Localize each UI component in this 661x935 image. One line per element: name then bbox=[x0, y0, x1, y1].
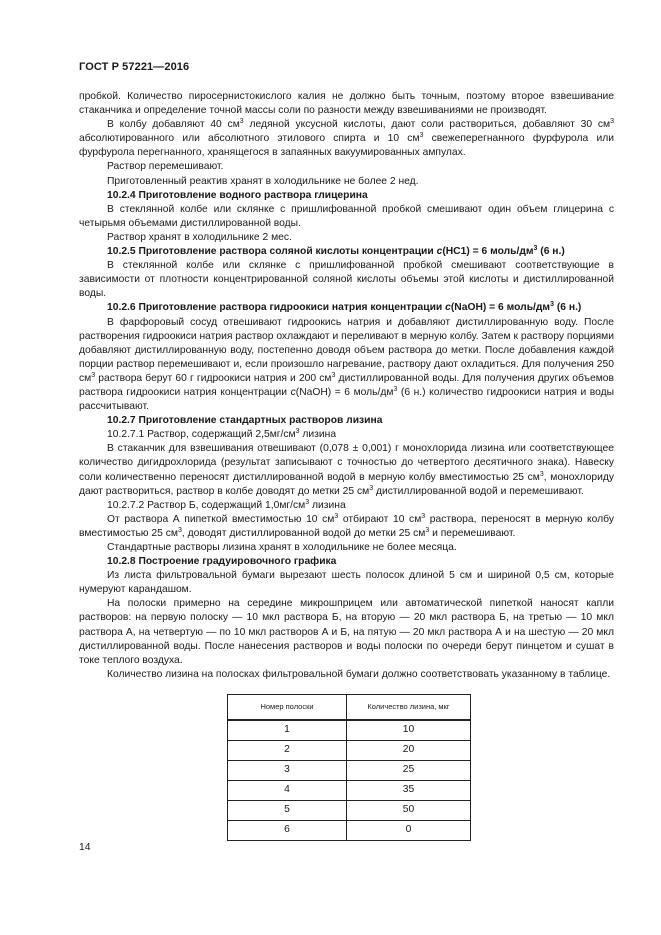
section-heading: 10.2.7 Приготовление стандартных растворов лизина bbox=[107, 415, 383, 427]
paragraph: На полоски примерно на середине микрошприцем или автоматической пипеткой наносят капли растворов: на первую полоску — 10 мкл раствора Б, на вторую — 20 мкл раствора Б, на третью — 10 мкл раствора А, на четвертую — по 10 мкл растворов А и Б, на пятую — 20 мкл раствора А и на шестую — 20 мкл дистиллированной воды. После нанесения растворов и воды полоски по очереди берут пинцетом и сушат в токе теплого воздуха. bbox=[79, 598, 614, 666]
document-body bbox=[79, 90, 614, 841]
table-cell: 0 bbox=[347, 820, 471, 840]
table-row bbox=[228, 760, 471, 780]
lysine-table bbox=[227, 694, 471, 841]
table-cell: 6 bbox=[228, 820, 347, 840]
table-cell: 50 bbox=[347, 800, 471, 820]
paragraph: Приготовленный реактив хранят в холодильнике не более 2 нед. bbox=[107, 175, 419, 187]
paragraph: В стаканчик для взвешивания отвешивают (0,078 ± 0,001) г монохлорида лизина или соответствующее количество дигидрохлорида (результат записывают с точностью до четвертого десятичного знака). Навеску соли количественно переносят дистиллированной водой в мерную колбу вместимостью 25 $см^3$, монохлориду дают раствориться, раствор в колбе доводят до метки 25 $см^3$ дистиллированной водой и перемешивают. bbox=[79, 443, 614, 497]
table-cell: 3 bbox=[228, 760, 347, 780]
paragraph: Количество лизина на полосках фильтровальной бумаги должно соответствовать указанному в таблице. bbox=[107, 668, 611, 680]
paragraph: В стеклянной колбе или склянке с пришлифованной пробкой смешивают один объем глицерина с четырьмя объемами дистиллированной воды. bbox=[79, 203, 614, 229]
table-row bbox=[228, 740, 471, 760]
document-header: ГОСТ Р 57221—2016 bbox=[79, 61, 190, 73]
table-header-cell: Номер полоски bbox=[228, 694, 347, 720]
paragraph: Раствор перемешивают. bbox=[107, 161, 224, 173]
subsection-heading: 10.2.7.2 Раствор Б, содержащий $1,0мг/см^3$ лизина bbox=[107, 498, 346, 511]
table-cell: 35 bbox=[347, 780, 471, 800]
paragraph: Стандартные растворы лизина хранят в холодильнике не более месяца. bbox=[107, 542, 457, 553]
table-row bbox=[228, 800, 471, 820]
table-header-row bbox=[228, 694, 471, 720]
table-row bbox=[228, 720, 471, 741]
table-cell: 10 bbox=[347, 720, 471, 741]
table-cell: 5 bbox=[228, 800, 347, 820]
paragraph: пробкой. Количество пиросернистокислого калия не должно быть точным, поэтому второе взвешивание стаканчика и определение точной массы соли по разности между взвешиваниями не производят. bbox=[79, 91, 614, 117]
section-heading: 10.2.6 Приготовление раствора гидроокиси натрия концентрации c(NaOH) = 6 моль/$дм^3$ (6 н.) bbox=[107, 301, 582, 314]
paragraph: Раствор хранят в холодильнике 2 мес. bbox=[107, 231, 292, 243]
paragraph: Из листа фильтровальной бумаги вырезают шесть полосок длиной 5 см и шириной 0,5 см, которые нумеруют карандашом. bbox=[79, 570, 614, 596]
paragraph: В стеклянной колбе или склянке с пришлифованной пробкой смешивают соответствующие в зависимости от плотности концентрированной соляной кислоты объемы этой кислоты и дистиллированной воды. bbox=[79, 260, 614, 300]
table-cell: 25 bbox=[347, 760, 471, 780]
paragraph: В фарфоровый сосуд отвешивают гидроокись натрия и добавляют дистиллированную воду. После растворения гидроокиси натрия раствор охлаждают и переливают в мерную колбу. Затем к раствору порциями добавляют дистиллированную воду, постепенно доводя объем раствора до метки. После добавления каждой порции раствор перемешивают и, если произошло нагревание, раствору дают охладиться. Для получения 250 $см^3$ раствора берут 60 г гидроокиси натрия и 200 $см^3$ дистиллированной воды. Для получения других объемов раствора гидроокиси натрия концентрации c(NaOH) = 6 моль/$дм^3$ (6 н.) количество гидроокиси натрия и воды рассчитывают. bbox=[79, 316, 615, 413]
table-cell: 1 bbox=[228, 720, 347, 741]
section-heading: 10.2.8 Построение градуировочного графика bbox=[107, 556, 337, 568]
paragraph: В колбу добавляют 40 $см^3$ ледяной уксусной кислоты, дают соли раствориться, добавляют 30 $см^3$ абсолютированного или абсолютного этилового спирта и 10 $см^3$ свежеперегнанного фурфурола или фурфурола перегнанного, хранящегося в запаянных вакуумированных ампулах. bbox=[79, 118, 615, 159]
table-cell: 4 bbox=[228, 780, 347, 800]
section-heading: 10.2.4 Приготовление водного раствора глицерина bbox=[107, 189, 368, 201]
section-heading: 10.2.5 Приготовление раствора соляной кислоты концентрации c(HC1) = 6 моль/$дм^3$ (6 н.) bbox=[107, 245, 565, 258]
table-cell: 20 bbox=[347, 740, 471, 760]
paragraph: От раствора А пипеткой вместимостью 10 $см^3$ отбирают 10 $см^3$ раствора, переносят в мерную колбу вместимостью 25 $см^3$, доводят дистиллированной водой до метки 25 $см^3$ и перемешивают. bbox=[79, 512, 615, 539]
page-number: 14 bbox=[79, 842, 91, 853]
table-header-cell: Количество лизина, мкг bbox=[347, 694, 471, 720]
table-row bbox=[228, 780, 471, 800]
table-row bbox=[228, 820, 471, 840]
subsection-heading: 10.2.7.1 Раствор, содержащий $2,5мг/см^3$ лизина bbox=[107, 428, 337, 441]
table-cell: 2 bbox=[228, 740, 347, 760]
